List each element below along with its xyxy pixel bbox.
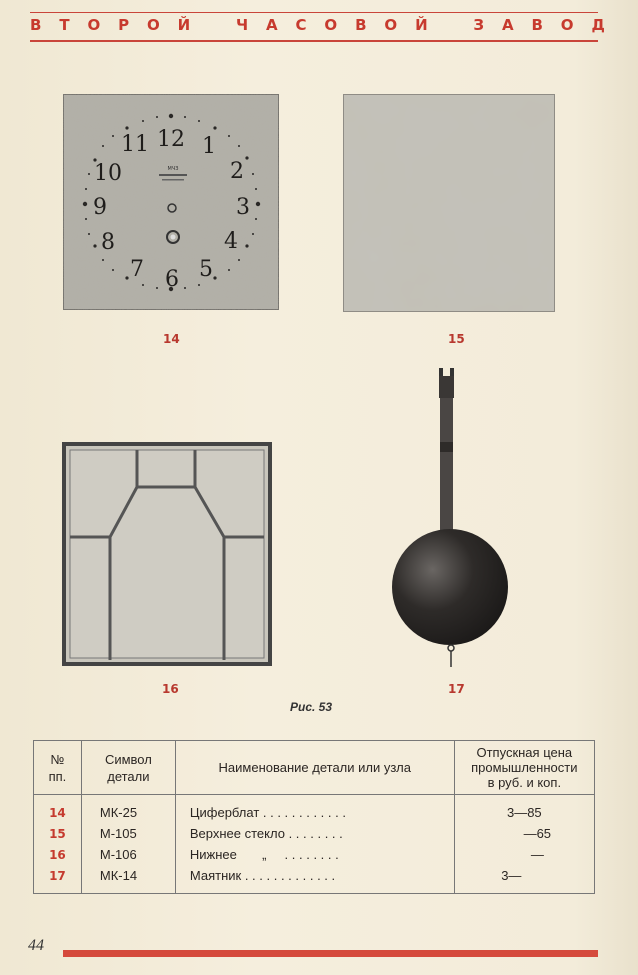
upper-glass-photo (343, 94, 555, 312)
footer-rule (63, 950, 598, 957)
table-row (34, 865, 595, 894)
svg-text:8: 8 (101, 230, 115, 255)
header-letter: О (560, 16, 574, 34)
row-name: Маятник . . . . . . . . . . . . . (175, 865, 454, 894)
row-price: 3— (454, 865, 594, 894)
row-number: 14 (34, 795, 82, 824)
header-symbol (81, 741, 175, 795)
svg-text:9: 9 (93, 195, 107, 220)
row-number: 17 (34, 865, 82, 894)
header-text: пп. (48, 768, 67, 784)
header-letter: Д (591, 16, 605, 34)
header-letter: Р (118, 16, 130, 34)
table-row (34, 823, 595, 844)
pendulum-photo (392, 362, 512, 672)
svg-text:5: 5 (199, 257, 213, 282)
lower-glass-photo (62, 442, 272, 666)
header-price (454, 741, 594, 795)
figure-caption: Рис. 53 (290, 700, 333, 714)
header-text: в руб. и коп. (487, 775, 562, 790)
table-row (34, 844, 595, 865)
header-letter: А (266, 16, 278, 34)
header-text: № (50, 751, 65, 767)
row-name: Нижнее „ . . . . . . . . (175, 844, 454, 865)
clock-dial-photo (63, 94, 279, 310)
header-text: Символ (104, 751, 152, 767)
header-space (208, 16, 218, 34)
svg-text:6: 6 (165, 267, 179, 292)
header-letter: А (501, 16, 514, 34)
svg-text:2: 2 (230, 159, 244, 184)
header-text: промышленности (471, 760, 578, 775)
header-name: Наименование детали или узла (175, 741, 454, 795)
figure-number: 14 (163, 332, 180, 346)
header-letter: В (30, 16, 42, 34)
figure-number: 17 (448, 682, 465, 696)
header-letter: В (531, 16, 543, 34)
header-rule-top (30, 12, 598, 13)
svg-text:7: 7 (130, 257, 144, 282)
header-letter: Ч (236, 16, 249, 34)
row-name: Верхнее стекло . . . . . . . . (175, 823, 454, 844)
svg-text:12: 12 (157, 127, 185, 152)
header-title (30, 16, 605, 34)
lower-glass-icon (62, 442, 272, 666)
row-price: 3—85 (454, 795, 594, 824)
header-rule-bottom (30, 40, 598, 42)
parts-price-table (33, 740, 595, 894)
svg-text:11: 11 (121, 132, 149, 157)
glass-texture-icon (344, 95, 554, 311)
svg-text:3: 3 (236, 195, 250, 220)
row-symbol: МК-14 (81, 865, 175, 894)
row-number: 15 (34, 823, 82, 844)
header-letter: З (473, 16, 485, 34)
figure-number: 15 (448, 332, 465, 346)
pendulum-icon (392, 362, 512, 672)
row-price: — (454, 844, 594, 865)
clock-dial-icon (63, 94, 279, 310)
header-letter: Й (415, 16, 428, 34)
row-number: 16 (34, 844, 82, 865)
svg-text:4: 4 (224, 229, 238, 254)
header-num (34, 741, 82, 795)
header-letter: О (324, 16, 338, 34)
row-price: —65 (454, 823, 594, 844)
header-letter: С (295, 16, 307, 34)
page-number: 44 (28, 937, 44, 954)
svg-text:МЧЗ: МЧЗ (167, 166, 179, 172)
header-letter: Й (177, 16, 191, 34)
row-name: Циферблат . . . . . . . . . . . . (175, 795, 454, 824)
row-symbol: М-105 (81, 823, 175, 844)
table-header-row (34, 741, 595, 795)
header-text: детали (107, 768, 150, 784)
header-text: Отпускная цена (476, 745, 573, 760)
header-letter: О (147, 16, 160, 34)
header-letter: О (384, 16, 398, 34)
row-symbol: МК-25 (81, 795, 175, 824)
header-letter: В (355, 16, 367, 34)
header-letter: О (87, 16, 101, 34)
figure-number: 16 (162, 682, 179, 696)
header-letter: Т (59, 16, 70, 34)
svg-text:10: 10 (94, 161, 122, 186)
table-row (34, 795, 595, 824)
header-space (446, 16, 456, 34)
svg-text:1: 1 (202, 134, 216, 159)
row-symbol: М-106 (81, 844, 175, 865)
